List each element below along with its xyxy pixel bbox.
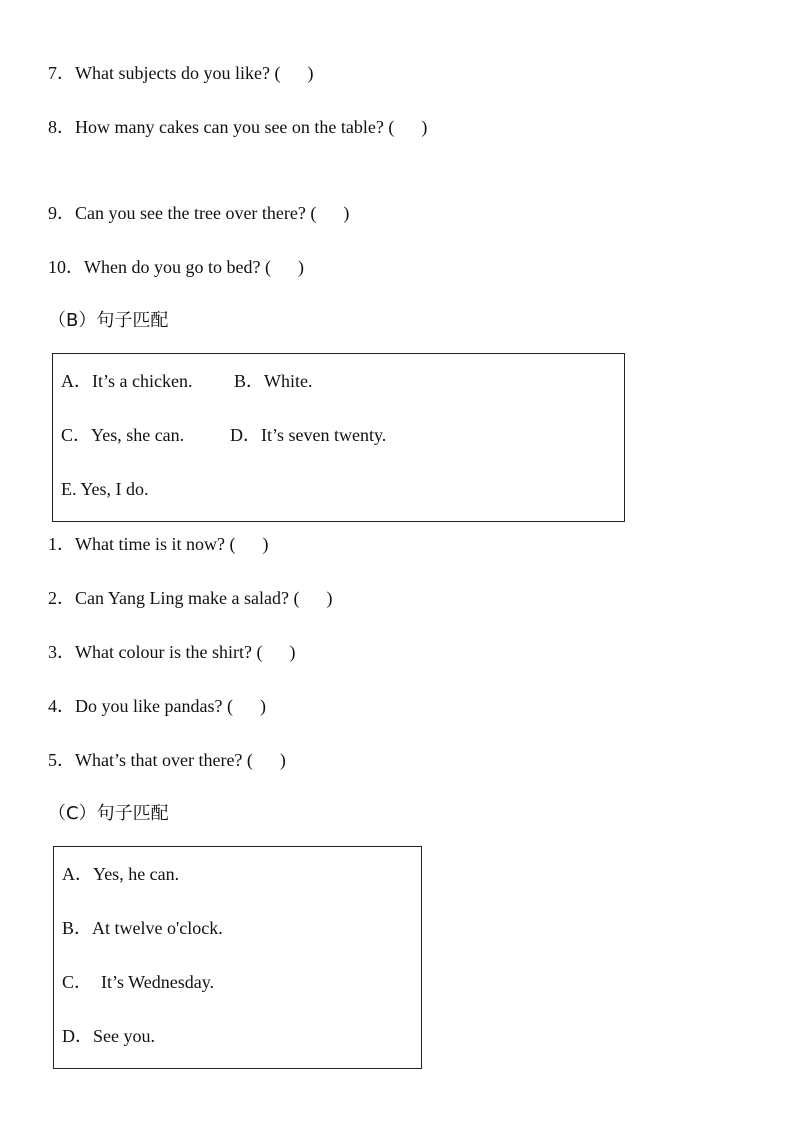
section-c-heading: （C）句子匹配 (48, 803, 169, 824)
section-b-heading: （B）句子匹配 (48, 310, 169, 331)
section-c-options-box (53, 846, 422, 1069)
question-10: 10．When do you go to bed? ( ) (48, 257, 304, 277)
option-c-b: B．At twelve o'clock. (62, 918, 223, 938)
option-b-c: C．Yes, she can. (61, 425, 185, 445)
option-b-e: E. Yes, I do. (61, 479, 149, 499)
question-b-3: 3．What colour is the shirt? ( ) (48, 642, 296, 662)
question-b-5: 5．What’s that over there? ( ) (48, 750, 286, 770)
question-9: 9．Can you see the tree over there? ( ) (48, 203, 350, 223)
question-7: 7．What subjects do you like? ( ) (48, 63, 314, 83)
option-b-a: A．It’s a chicken. (61, 371, 193, 391)
question-8: 8．How many cakes can you see on the table? ( ) (48, 117, 428, 137)
question-b-2: 2．Can Yang Ling make a salad? ( ) (48, 588, 333, 608)
option-b-d: D．It’s seven twenty. (230, 425, 387, 445)
option-c-a: A．Yes, he can. (62, 864, 180, 884)
option-b-b: B．White. (234, 371, 313, 391)
option-c-d: D．See you. (62, 1026, 155, 1046)
option-c-c: C． It’s Wednesday. (62, 972, 215, 992)
question-b-1: 1．What time is it now? ( ) (48, 534, 269, 554)
section-b-options-box (52, 353, 625, 522)
question-b-4: 4．Do you like pandas? ( ) (48, 696, 266, 716)
